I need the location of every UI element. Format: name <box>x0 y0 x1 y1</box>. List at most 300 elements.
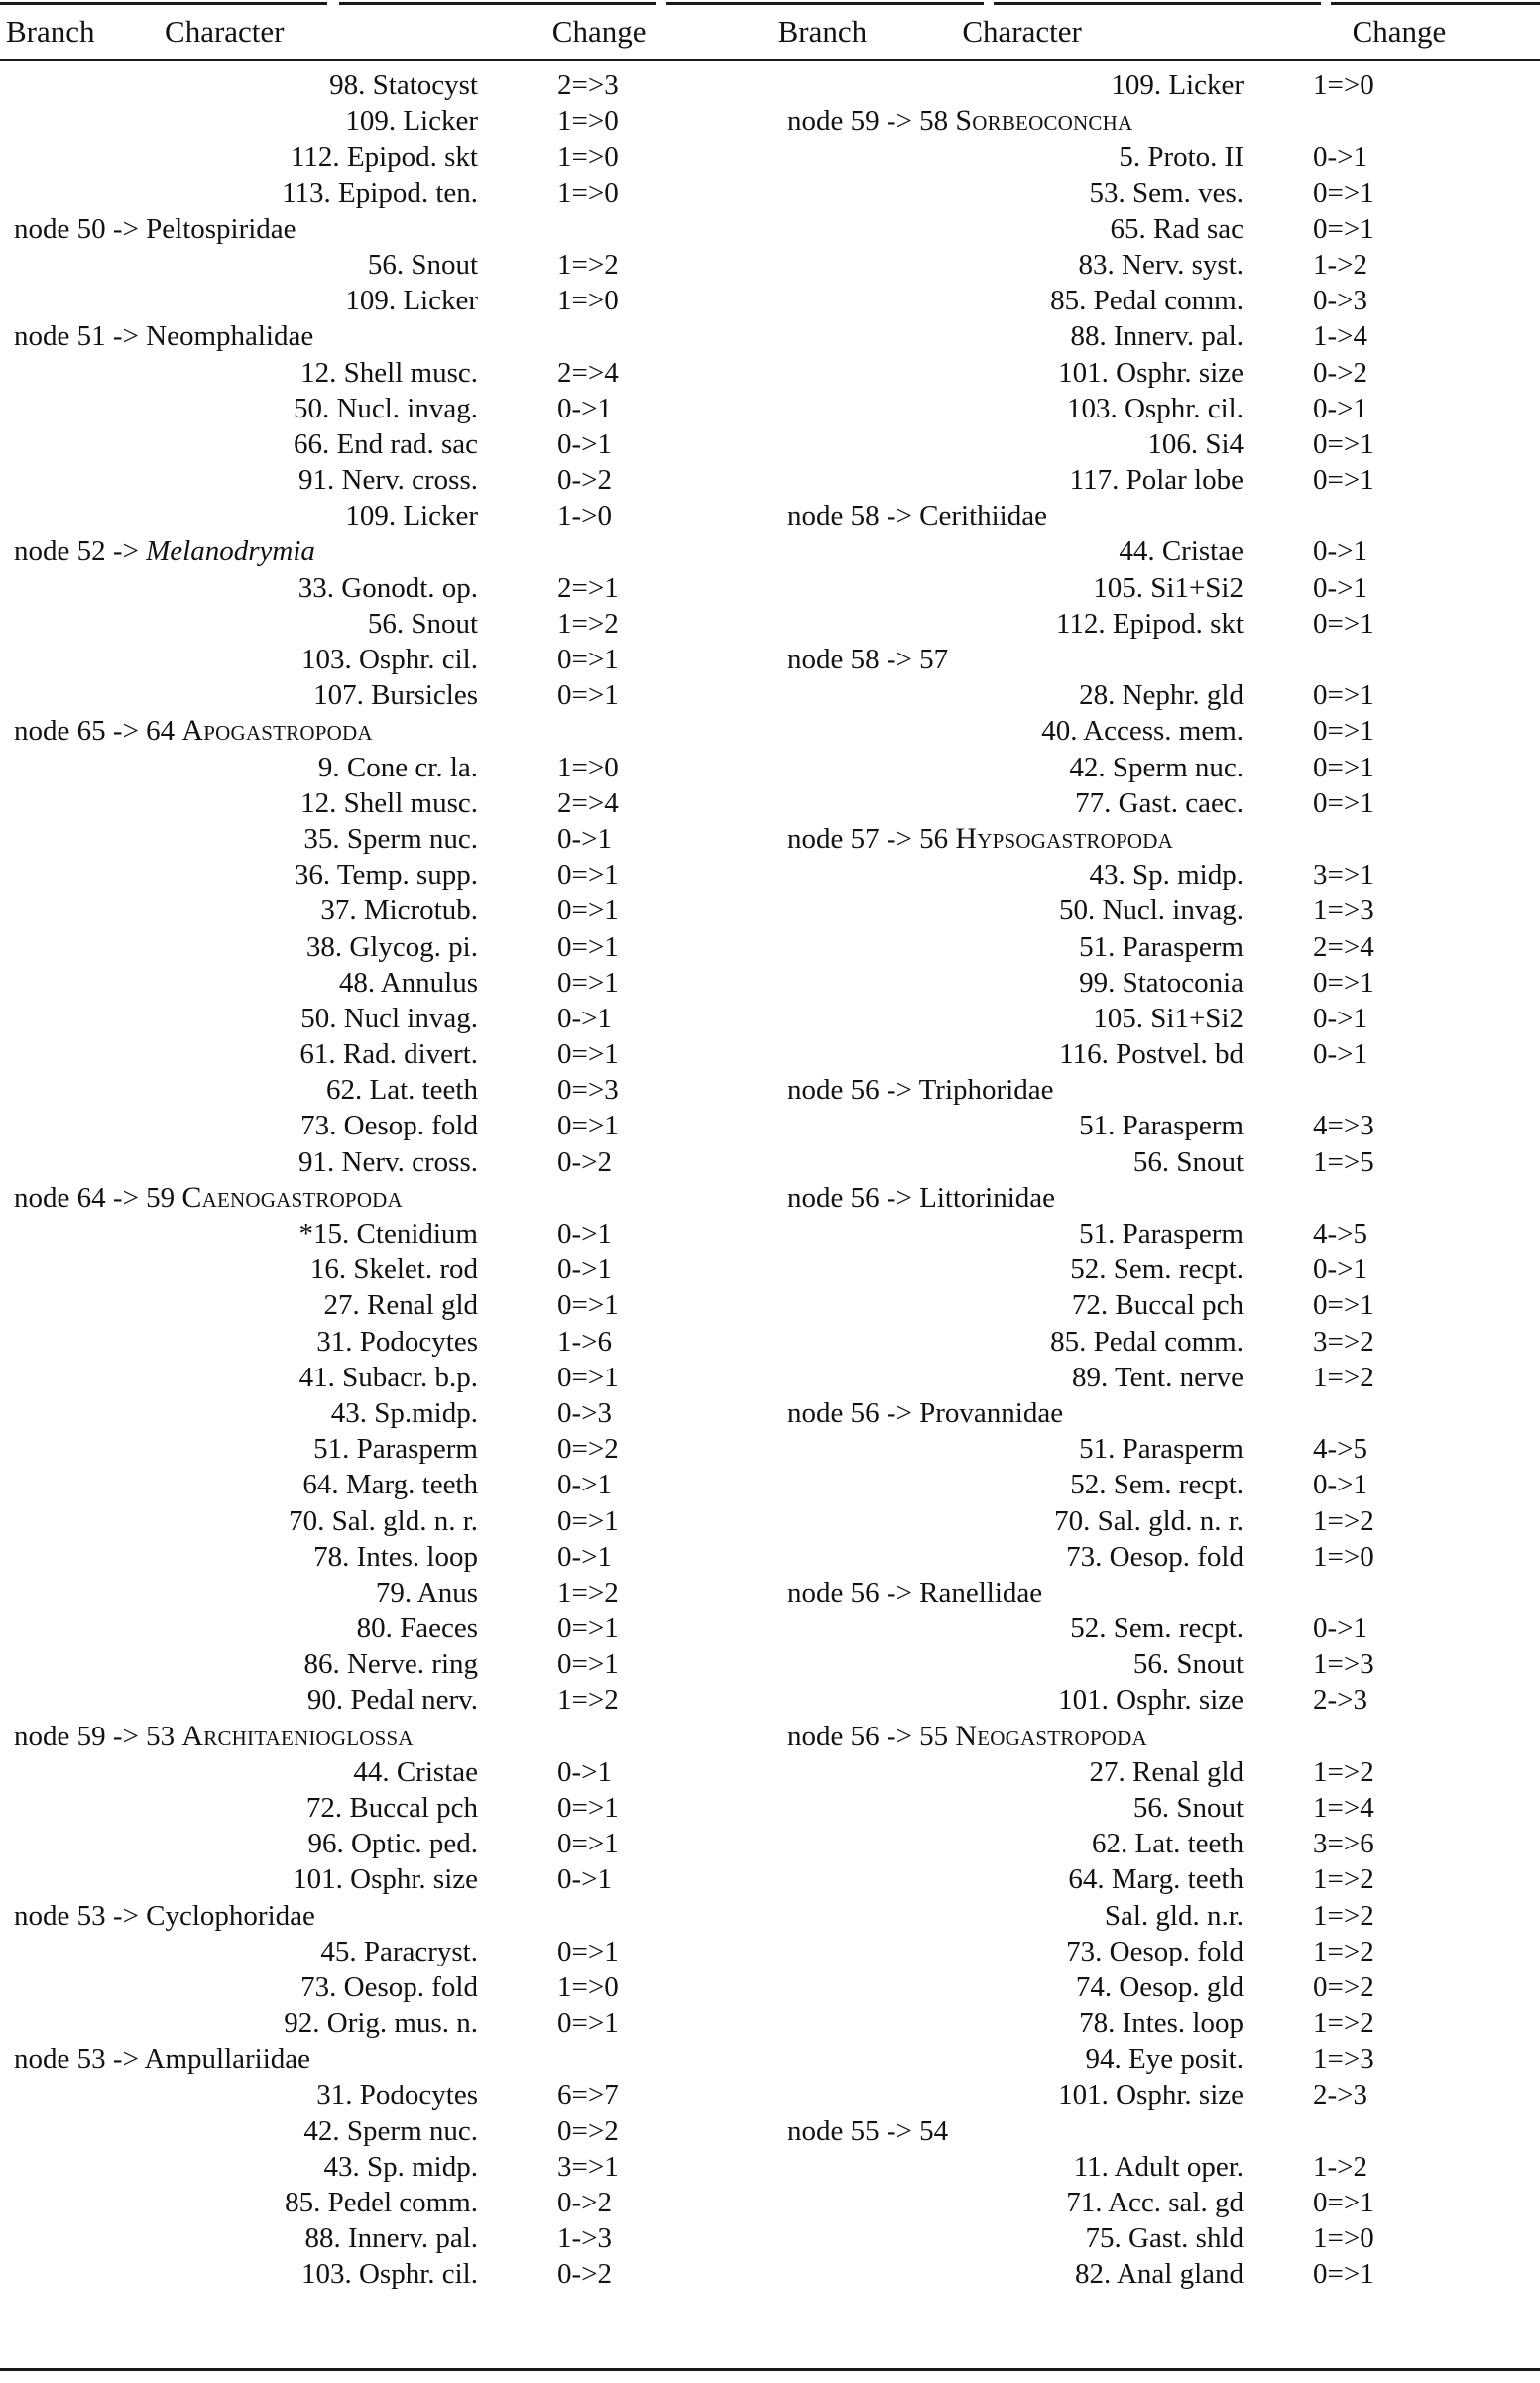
change-value: 2=>1 <box>557 571 619 604</box>
change-value: 2=>3 <box>557 69 619 101</box>
character-label: 92. Orig. mus. n. <box>284 2007 478 2040</box>
change-value: 2=>4 <box>1313 930 1374 963</box>
change-value: 0=>1 <box>557 966 619 999</box>
taxon-name-smallcaps: Architaenioglossa <box>181 1719 414 1752</box>
character-label: 107. Bursicles <box>313 679 478 712</box>
branch-node-row <box>0 318 770 354</box>
character-label: 36. Temp. supp. <box>294 859 478 892</box>
character-row <box>0 1503 770 1539</box>
character-row <box>770 2220 1539 2256</box>
character-label: 101. Osphr. size <box>1058 356 1244 389</box>
header-branch-left: Branch <box>6 14 95 49</box>
character-label: 50. Nucl. invag. <box>1058 894 1244 927</box>
character-row <box>770 785 1539 821</box>
change-value: 1=>3 <box>1313 894 1374 927</box>
change-value: 0->1 <box>1313 1253 1368 1286</box>
character-row <box>770 1790 1539 1826</box>
change-value: 0->1 <box>1313 141 1368 174</box>
character-row <box>0 1646 770 1682</box>
character-label: 61. Rad. divert. <box>299 1038 478 1071</box>
change-value: 0->2 <box>557 464 613 497</box>
character-row <box>0 1360 770 1395</box>
change-value: 0=>1 <box>557 1038 619 1071</box>
character-label: 109. Licker <box>1111 69 1244 101</box>
character-row <box>0 929 770 965</box>
character-label: 103. Osphr. cil. <box>300 2258 478 2291</box>
character-row <box>770 677 1539 713</box>
branch-node-row <box>770 1072 1539 1108</box>
character-label: 51. Parasperm <box>313 1433 478 1466</box>
change-value: 1=>2 <box>1313 1935 1374 1967</box>
character-label: 73. Oesop. fold <box>1066 1540 1244 1573</box>
change-value: 0=>1 <box>1313 427 1374 460</box>
change-value: 1=>0 <box>1313 2222 1374 2255</box>
change-value: 0=>1 <box>557 1935 619 1967</box>
character-label: 80. Faeces <box>356 1612 478 1645</box>
change-value: 0=>1 <box>557 1792 619 1824</box>
character-row <box>0 1575 770 1610</box>
character-row <box>770 1036 1539 1072</box>
character-label: 33. Gonodt. op. <box>297 571 478 604</box>
header-character-left: Character <box>165 14 285 49</box>
header-change-left: Change <box>551 14 647 49</box>
character-label: 31. Podocytes <box>316 1325 478 1358</box>
change-value: 1=>2 <box>1313 2007 1374 2040</box>
branch-node-row <box>770 1575 1539 1610</box>
character-row <box>770 1826 1539 1861</box>
character-row <box>0 2220 770 2256</box>
branch-label: node 53 -> Ampullariidae <box>14 2043 311 2076</box>
character-label: 109. Licker <box>345 285 478 317</box>
character-row <box>0 391 770 426</box>
change-value: 0=>1 <box>1313 966 1374 999</box>
change-value: 4=>3 <box>1313 1110 1374 1142</box>
character-label: 85. Pedel comm. <box>285 2187 478 2219</box>
table-column-right <box>770 67 1539 2293</box>
change-value: 0->3 <box>1313 285 1368 317</box>
taxon-name-smallcaps: Sorbeoconcha <box>955 104 1133 138</box>
character-row <box>0 1682 770 1718</box>
character-label: 64. Marg. teeth <box>302 1469 478 1501</box>
change-value: 0=>1 <box>1313 751 1374 783</box>
change-value: 0->1 <box>1313 1612 1368 1645</box>
change-value: 6=>7 <box>557 2079 619 2111</box>
character-label: 35. Sperm nuc. <box>303 822 478 855</box>
change-value: 0=>1 <box>557 644 619 675</box>
character-label: 78. Intes. loop <box>313 1540 478 1573</box>
character-label: 117. Polar lobe <box>1069 464 1244 497</box>
character-label: 109. Licker <box>345 500 478 533</box>
character-label: 31. Podocytes <box>316 2079 478 2111</box>
character-label: 101. Osphr. size <box>1058 1684 1244 1717</box>
branch-node-row <box>770 103 1539 139</box>
character-row <box>0 247 770 283</box>
character-row <box>770 1216 1539 1251</box>
character-row <box>770 606 1539 642</box>
character-label: 90. Pedal nerv. <box>306 1684 478 1717</box>
character-label: 37. Microtub. <box>320 894 478 927</box>
change-value: 0->1 <box>1313 392 1368 424</box>
character-row <box>0 1144 770 1180</box>
table-body <box>0 61 1540 2293</box>
character-label: 42. Sperm nuc. <box>1069 751 1244 783</box>
character-row <box>0 1826 770 1861</box>
change-value: 3=>1 <box>1313 859 1374 892</box>
change-value: 1=>2 <box>1313 1863 1374 1896</box>
character-label: 99. Statoconia <box>1079 966 1244 999</box>
branch-node-row <box>770 498 1539 534</box>
character-row <box>770 857 1539 893</box>
character-label: 56. Snout <box>367 248 478 281</box>
change-value: 0=>1 <box>557 1110 619 1142</box>
character-row <box>0 1969 770 2005</box>
character-label: 42. Sperm nuc. <box>303 2114 478 2147</box>
character-row <box>0 965 770 1001</box>
character-label: 98. Statocyst <box>329 69 478 101</box>
character-row <box>0 1610 770 1646</box>
change-value: 0->2 <box>1313 356 1368 389</box>
change-value: 3=>2 <box>1313 1325 1374 1358</box>
change-value: 0=>3 <box>557 1074 619 1107</box>
character-label: 53. Sem. ves. <box>1089 177 1244 209</box>
change-value: 1=>4 <box>1313 1792 1374 1824</box>
character-label: 62. Lat. teeth <box>1091 1828 1244 1860</box>
character-row <box>0 1108 770 1143</box>
change-value: 0=>1 <box>1313 2258 1374 2291</box>
branch-label: node 57 -> 56 Hypsogastropoda <box>787 821 1173 855</box>
character-label: 11. Adult oper. <box>1073 2150 1244 2183</box>
change-value: 1=>0 <box>557 141 619 174</box>
character-row <box>0 176 770 211</box>
character-row <box>770 2041 1539 2077</box>
change-value: 1=>0 <box>557 285 619 317</box>
character-row <box>0 426 770 462</box>
branch-node-row <box>0 1180 770 1216</box>
change-value: 0->2 <box>557 1145 613 1178</box>
change-value: 1->6 <box>557 1325 613 1358</box>
character-label: 5. Proto. II <box>1119 141 1244 174</box>
character-row <box>0 1934 770 1969</box>
change-value: 0=>1 <box>557 1289 619 1322</box>
change-value: 0->2 <box>557 2258 613 2291</box>
change-value: 0=>1 <box>1313 212 1374 245</box>
character-row <box>0 1861 770 1897</box>
page-top-rule-band <box>0 0 1540 8</box>
character-label: 43. Sp. midp. <box>1089 859 1244 892</box>
character-label: 91. Nerv. cross. <box>298 464 478 497</box>
taxon-name-smallcaps: Neogastropoda <box>955 1719 1147 1752</box>
character-label: 50. Nucl invag. <box>300 1002 478 1034</box>
character-label: 105. Si1+Si2 <box>1093 571 1244 604</box>
change-value: 0->1 <box>1313 571 1368 604</box>
change-value: 0=>1 <box>557 1828 619 1860</box>
character-row <box>0 750 770 785</box>
branch-label: node 52 -> Melanodrymia <box>14 536 315 568</box>
change-value: 0->1 <box>557 1863 613 1896</box>
change-value: 1=>2 <box>1313 1755 1374 1788</box>
character-label: 16. Skelet. rod <box>309 1253 478 1286</box>
character-row <box>770 391 1539 426</box>
character-label: 66. End rad. sac <box>293 427 478 460</box>
change-value: 0->1 <box>557 1540 613 1573</box>
character-row <box>770 1861 1539 1897</box>
change-value: 1=>3 <box>1313 2043 1374 2076</box>
character-row <box>0 355 770 391</box>
character-label: 85. Pedal comm. <box>1050 1325 1244 1358</box>
header-branch-right: Branch <box>777 14 868 49</box>
character-label: 88. Innerv. pal. <box>1070 320 1244 353</box>
branch-node-row <box>770 2113 1539 2149</box>
character-label: 62. Lat. teeth <box>325 1074 478 1107</box>
character-label: 27. Renal gld <box>1089 1755 1244 1788</box>
character-label: 83. Nerv. syst. <box>1078 248 1244 281</box>
character-label: 73. Oesop. fold <box>300 1110 478 1142</box>
character-label: 73. Oesop. fold <box>1066 1935 1244 1967</box>
character-row <box>0 1001 770 1036</box>
change-value: 0=>1 <box>1313 679 1374 712</box>
change-value: 0=>1 <box>557 930 619 963</box>
change-value: 0=>1 <box>557 1504 619 1537</box>
character-row <box>0 1467 770 1502</box>
character-label: 103. Osphr. cil. <box>300 644 478 675</box>
character-label: 89. Tent. nerve <box>1072 1361 1244 1393</box>
change-value: 0->1 <box>557 1253 613 1286</box>
character-label: 28. Nephr. gld <box>1079 679 1244 712</box>
character-row <box>770 2078 1539 2113</box>
change-value: 0=>1 <box>1313 607 1374 640</box>
branch-label: node 59 -> 58 Sorbeoconcha <box>787 104 1133 138</box>
character-row <box>770 1503 1539 1539</box>
change-value: 1=>2 <box>1313 1504 1374 1537</box>
character-row <box>0 498 770 534</box>
character-label: 44. Cristae <box>353 1755 478 1788</box>
change-value: 1->4 <box>1313 320 1368 353</box>
character-row <box>770 426 1539 462</box>
character-label: 70. Sal. gld. n. r. <box>289 1504 478 1537</box>
character-label: 48. Annulus <box>338 966 478 999</box>
character-row <box>770 965 1539 1001</box>
character-row <box>0 2113 770 2149</box>
change-value: 0->1 <box>557 392 613 424</box>
character-row <box>0 1754 770 1790</box>
change-value: 1=>0 <box>557 177 619 209</box>
taxon-name-smallcaps: Hypsogastropoda <box>955 821 1173 855</box>
change-value: 0->1 <box>1313 536 1368 568</box>
character-label: 82. Anal gland <box>1075 2258 1244 2291</box>
character-label: 105. Si1+Si2 <box>1093 1002 1244 1034</box>
character-row <box>0 67 770 103</box>
change-value: 4->5 <box>1313 1218 1368 1250</box>
change-value: 0=>1 <box>557 2007 619 2040</box>
character-row <box>770 2256 1539 2292</box>
character-label: 106. Si4 <box>1147 427 1244 460</box>
change-value: 1=>0 <box>1313 1540 1374 1573</box>
character-row <box>0 1790 770 1826</box>
character-label: 113. Epipod. ten. <box>282 177 478 209</box>
change-value: 0=>1 <box>557 1612 619 1645</box>
change-value: 0->1 <box>557 1469 613 1501</box>
character-row <box>770 570 1539 606</box>
branch-label: node 56 -> 55 Neogastropoda <box>787 1719 1147 1752</box>
character-row <box>770 1610 1539 1646</box>
character-row <box>770 1898 1539 1934</box>
branch-label: node 56 -> Provannidae <box>787 1396 1064 1429</box>
change-value: 0=>1 <box>1313 1289 1374 1322</box>
character-label: 72. Buccal pch <box>1071 1289 1244 1322</box>
character-label: 73. Oesop. fold <box>300 1970 478 2003</box>
character-label: 43. Sp. midp. <box>323 2150 478 2183</box>
change-value: 2->3 <box>1313 2079 1368 2111</box>
branch-node-row <box>770 1719 1539 1754</box>
change-value: 0=>1 <box>557 1361 619 1393</box>
character-row <box>770 1324 1539 1360</box>
branch-label: node 50 -> Peltospiridae <box>14 212 296 245</box>
branch-node-row <box>770 1180 1539 1216</box>
change-value: 1=>5 <box>1313 1145 1374 1178</box>
character-label: 51. Parasperm <box>1079 930 1244 963</box>
change-value: 2->3 <box>1313 1684 1368 1717</box>
change-value: 0->3 <box>557 1396 613 1429</box>
character-label: 56. Snout <box>1132 1145 1244 1178</box>
character-label: 56. Snout <box>367 607 478 640</box>
character-row <box>770 2149 1539 2185</box>
branch-label: node 59 -> 53 Architaenioglossa <box>14 1719 414 1752</box>
character-row <box>770 893 1539 928</box>
character-row <box>770 462 1539 498</box>
character-label: 116. Postvel. bd <box>1059 1038 1244 1071</box>
character-label: 12. Shell musc. <box>300 356 478 389</box>
change-value: 0=>1 <box>557 1648 619 1681</box>
branch-node-row <box>0 713 770 749</box>
change-value: 4->5 <box>1313 1433 1368 1466</box>
character-label: 103. Osphr. cil. <box>1066 392 1244 424</box>
branch-node-row <box>770 642 1539 677</box>
character-row <box>0 857 770 893</box>
character-label: 9. Cone cr. la. <box>317 751 478 783</box>
change-value: 1->2 <box>1313 2150 1368 2183</box>
character-label: 85. Pedal comm. <box>1050 285 1244 317</box>
character-label: 44. Cristae <box>1119 536 1244 568</box>
character-label: 86. Nerve. ring <box>303 1648 478 1681</box>
character-label: 50. Nucl. invag. <box>293 392 478 424</box>
character-label: 52. Sem. recpt. <box>1070 1469 1244 1501</box>
character-row <box>770 713 1539 749</box>
character-row <box>770 2005 1539 2041</box>
change-value: 1=>2 <box>557 607 619 640</box>
change-value: 1=>0 <box>557 1970 619 2003</box>
character-row <box>770 1360 1539 1395</box>
change-value: 1=>2 <box>557 248 619 281</box>
character-row <box>770 1001 1539 1036</box>
character-label: 71. Acc. sal. gd <box>1066 2187 1244 2219</box>
character-label: 43. Sp.midp. <box>330 1396 478 1429</box>
branch-node-row <box>770 1395 1539 1431</box>
character-row <box>770 139 1539 175</box>
character-row <box>0 1216 770 1251</box>
table-column-left <box>0 67 770 2293</box>
change-value: 0=>2 <box>1313 1970 1374 2003</box>
branch-label: node 55 -> 54 <box>787 2114 949 2147</box>
change-value: 0=>1 <box>1313 177 1374 209</box>
character-label: 45. Paracryst. <box>320 1935 478 1967</box>
character-row <box>770 534 1539 569</box>
change-value: 0=>1 <box>557 894 619 927</box>
change-value: 0->1 <box>557 1218 613 1250</box>
branch-label: node 64 -> 59 Caenogastropoda <box>14 1180 403 1214</box>
character-label: 101. Osphr. size <box>1058 2079 1244 2111</box>
character-label: 51. Parasperm <box>1079 1218 1244 1250</box>
character-row <box>0 1251 770 1287</box>
branch-node-row <box>0 211 770 247</box>
branch-node-row <box>770 821 1539 857</box>
branch-node-row <box>0 1898 770 1934</box>
character-row <box>0 1287 770 1323</box>
change-value: 0->1 <box>557 1755 613 1788</box>
character-label: 12. Shell musc. <box>300 786 478 819</box>
change-value: 1=>0 <box>557 105 619 138</box>
header-character-right: Character <box>962 14 1082 49</box>
header-change-right: Change <box>1352 14 1447 49</box>
character-label: 51. Parasperm <box>1079 1110 1244 1142</box>
character-row <box>0 893 770 928</box>
character-row <box>770 1754 1539 1790</box>
character-label: 91. Nerv. cross. <box>298 1145 478 1178</box>
change-value: 0=>1 <box>1313 786 1374 819</box>
character-change-table <box>0 8 1540 2293</box>
change-value: 1=>0 <box>1313 69 1374 101</box>
character-row <box>770 247 1539 283</box>
character-row <box>0 642 770 677</box>
character-row <box>770 1969 1539 2005</box>
taxon-name-smallcaps: Apogastropoda <box>181 714 373 748</box>
character-label: 101. Osphr. size <box>293 1863 478 1896</box>
change-value: 0=>1 <box>557 859 619 892</box>
branch-label: node 65 -> 64 Apogastropoda <box>14 714 373 748</box>
character-row <box>0 2149 770 2185</box>
character-row <box>0 2005 770 2041</box>
character-row <box>0 139 770 175</box>
change-value: 1->3 <box>557 2222 613 2255</box>
character-label: 94. Eye posit. <box>1085 2043 1244 2076</box>
character-row <box>770 211 1539 247</box>
change-value: 0->1 <box>557 822 613 855</box>
branch-label: node 56 -> Littorinidae <box>787 1181 1056 1214</box>
character-row <box>770 1934 1539 1969</box>
branch-node-row <box>0 534 770 569</box>
character-row <box>0 1431 770 1467</box>
character-row <box>0 785 770 821</box>
branch-label: node 56 -> Ranellidae <box>787 1576 1043 1609</box>
change-value: 0->1 <box>1313 1038 1368 1071</box>
change-value: 0->1 <box>557 427 613 460</box>
character-label: 56. Snout <box>1132 1648 1244 1681</box>
character-row <box>0 1072 770 1108</box>
change-value: 0->1 <box>1313 1002 1368 1034</box>
character-row <box>0 462 770 498</box>
character-label: 112. Epipod. skt <box>1055 607 1244 640</box>
branch-label: node 51 -> Neomphalidae <box>14 320 314 353</box>
character-label: 88. Innerv. pal. <box>304 2222 478 2255</box>
change-value: 1->2 <box>1313 248 1368 281</box>
change-value: 2=>4 <box>557 356 619 389</box>
character-label: 51. Parasperm <box>1079 1433 1244 1466</box>
character-row <box>0 606 770 642</box>
character-row <box>0 2256 770 2292</box>
character-row <box>0 570 770 606</box>
character-row <box>770 929 1539 965</box>
character-row <box>770 1646 1539 1682</box>
change-value: 1=>2 <box>557 1684 619 1717</box>
